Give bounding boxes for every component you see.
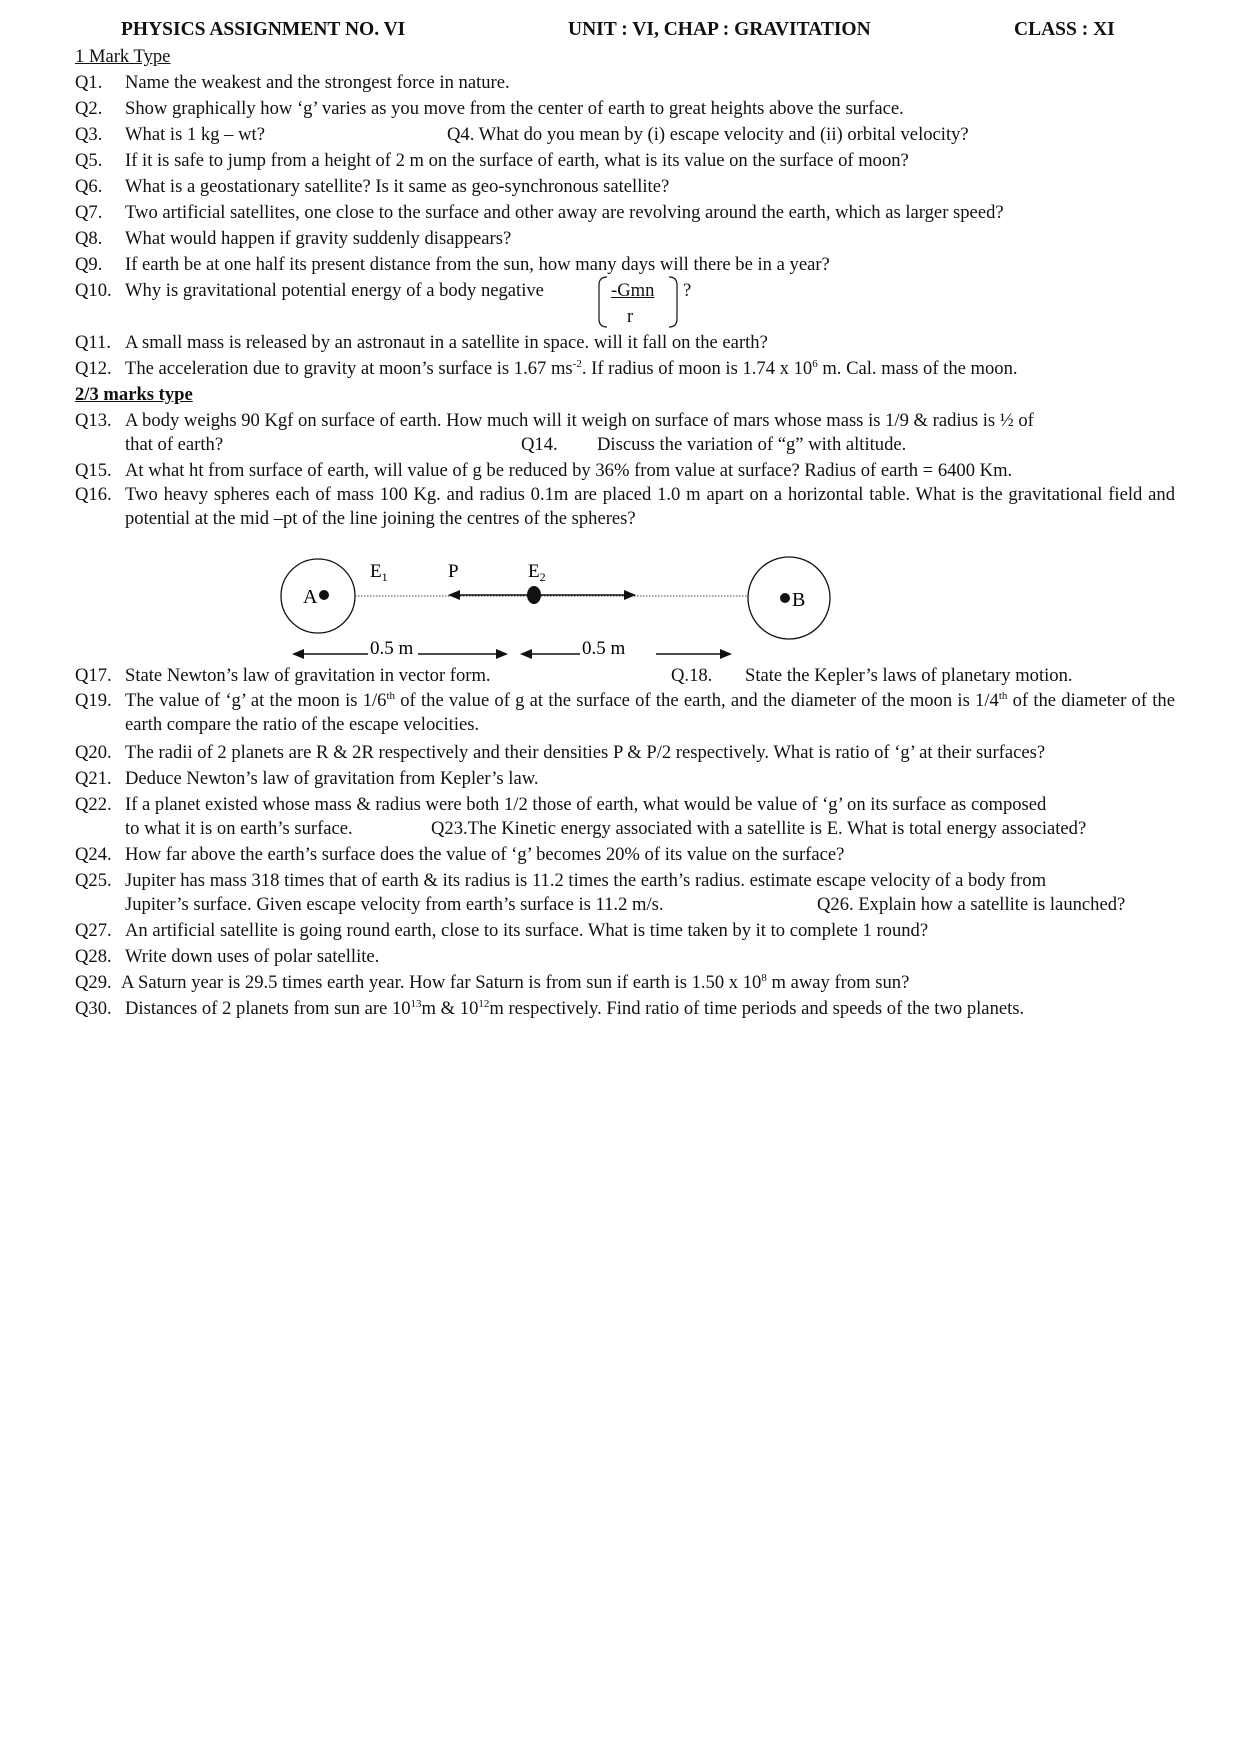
distance-arrow-right-end [720,649,732,659]
question-text: If it is safe to jump from a height of 2 m on the surface of earth, what is its value on the surface of moon? [125,150,909,171]
section-heading-1-mark: 1 Mark Type [75,46,171,67]
question-number: Q15. [75,460,112,481]
question-7 [75,200,1175,226]
label-e1: $E_1$ [370,561,388,584]
question-text: Write down uses of polar satellite. [125,946,380,967]
question-number: Q9. [75,254,103,275]
question-number: Q20. [75,742,112,763]
question-number: Q28. [75,946,112,967]
question-number: Q21. [75,768,112,789]
question-number: Q24. [75,844,112,865]
question-13 [75,408,1175,434]
question-17 [75,663,1175,689]
class-label: CLASS : XI [1014,19,1115,40]
question-25 [75,868,1175,894]
fraction-numerator: -Gmn [611,280,655,301]
question-1 [75,70,1175,96]
question-text: If earth be at one half its present distance from the sun, how many days will there be in a year? [125,254,830,275]
question-text: Deduce Newton’s law of gravitation from Kepler’s law. [125,768,539,789]
question-text: What is a geostationary satellite? Is it same as geo-synchronous satellite? [125,176,670,197]
question-19 [75,689,1175,737]
question-21 [75,766,1175,792]
sphere-b-center [780,593,790,603]
arrow-head-e2 [624,590,636,600]
question-24 [75,842,1175,868]
question-text: The value of ‘g’ at the moon is 1/6th of the value of g at the surface of the earth, and the diameter of the moon is 1/4th of the diameter of the earth compare the ratio of the escape velocities. [125,689,1175,735]
question-text: What would happen if gravity suddenly disappears? [125,228,512,249]
section-heading-2-3-marks: 2/3 marks type [75,384,193,405]
question-number: Q12. [75,358,112,379]
question-text: Name the weakest and the strongest force in nature. [125,72,510,93]
question-number: Q29. [75,972,112,993]
label-e2: $E_2$ [528,561,546,584]
question-text: What is 1 kg – wt? [125,124,265,145]
midpoint-p [527,586,541,604]
parentheses-brackets [597,275,687,331]
question-2 [75,96,1175,122]
question-text: How far above the earth’s surface does the value of ‘g’ becomes 20% of its value on the surface? [125,844,845,865]
label-a: A [303,586,318,608]
arrow-head-e1 [448,590,460,600]
question-text: A small mass is released by an astronaut in a satellite in space. will it fall on the earth? [125,332,768,353]
question-18-number: Q.18. [671,665,713,686]
question-14-number: Q14. [521,434,558,455]
question-3 [75,122,1175,148]
question-10 [75,278,1175,327]
question-text: Distances of 2 planets from sun are $10^{13}m$ & $10^{12}m$ respectively. Find ratio of time periods and speeds of the two planets. [125,997,1025,1019]
question-16 [75,483,1175,531]
question-28 [75,944,1175,970]
question-text: An artificial satellite is going round earth, close to its surface. What is time taken by it to complete 1 round? [125,920,929,941]
distance-arrow-left-end [496,649,508,659]
question-number: Q10. [75,280,112,301]
question-text: A body weighs 90 Kgf on surface of earth. How much will it weigh on surface of mars whose mass is 1/9 & radius is ½ of [125,410,1034,431]
question-15 [75,458,1175,484]
question-number: Q27. [75,920,112,941]
question-text: Two heavy spheres each of mass 100 Kg. and radius 0.1m are placed 1.0 m apart on a horizontal table. What is the gravitational field and potential at the mid –pt of the line joining the centres of the spheres? [125,484,1175,529]
question-5 [75,148,1175,174]
question-text: The acceleration due to gravity at moon’s surface is 1.67 $ms^{-2}$. If radius of moon is 1.74 x $10^6$ m. Cal. mass of the moon. [125,357,1018,379]
question-27 [75,918,1175,944]
question-29 [75,970,1175,996]
question-number: Q11. [75,332,111,353]
question-text: Show graphically how ‘g’ varies as you move from the center of earth to great heights above the surface. [125,98,904,119]
assignment-title: PHYSICS ASSIGNMENT NO. VI [121,19,406,40]
sphere-a-center [319,590,329,600]
question-number: Q25. [75,870,112,891]
question-number: Q22. [75,794,112,815]
question-end-mark: ? [683,280,692,301]
fraction-denominator: r [627,306,634,327]
question-number: Q3. [75,124,103,145]
question-text: Why is gravitational potential energy of a body negative [125,280,544,301]
question-12 [75,356,1175,382]
question-18-text: State the Kepler’s laws of planetary motion. [745,665,1073,686]
question-number: Q2. [75,98,103,119]
question-number: Q19. [75,690,112,711]
question-text: Two artificial satellites, one close to the surface and other away are revolving around the earth, which as larger speed? [125,202,1004,223]
question-25-continued [75,892,1175,918]
distance-arrow-right-start [520,649,532,659]
question-number: Q8. [75,228,103,249]
unit-chapter: UNIT : VI, CHAP : GRAVITATION [568,19,871,40]
question-text: Jupiter’s surface. Given escape velocity from earth’s surface is 11.2 m/s. [125,894,664,915]
question-11 [75,330,1175,356]
question-number: Q1. [75,72,103,93]
question-6 [75,174,1175,200]
question-22-continued [75,816,1175,842]
spheres-diagram [0,550,1241,670]
sphere-a-outline [281,559,355,633]
question-22 [75,792,1175,818]
question-text: The radii of 2 planets are R & 2R respectively and their densities P & P/2 respectively. What is ratio of ‘g’ at their surfaces? [125,742,1046,763]
question-8 [75,226,1175,252]
label-b: B [792,589,806,611]
label-p: P [448,561,459,582]
question-text: that of earth? [125,434,224,455]
question-text: If a planet existed whose mass & radius were both 1/2 those of earth, what would be value of ‘g’ on its surface as composed [125,794,1047,815]
distance-label-right: 0.5 m [582,638,626,659]
distance-arrow-left-start [292,649,304,659]
question-number: Q5. [75,150,103,171]
question-text: At what ht from surface of earth, will value of g be reduced by 36% from value at surface? Radius of earth = 6400 Km. [125,460,1013,481]
question-number: Q17. [75,665,112,686]
question-20 [75,740,1175,766]
question-number: Q30. [75,998,112,1019]
question-number: Q7. [75,202,103,223]
question-text: State Newton’s law of gravitation in vector form. [125,665,491,686]
question-14-text: Discuss the variation of “g” with altitude. [597,434,907,455]
question-30 [75,996,1175,1022]
question-number: Q16. [75,484,112,505]
question-26: Q26. Explain how a satellite is launched? [817,894,1126,915]
question-text: A Saturn year is 29.5 times earth year. How far Saturn is from sun if earth is 1.50 x $10^8$ m away from sun? [121,971,910,993]
question-13-continued [75,432,1175,458]
question-text: Jupiter has mass 318 times that of earth & its radius is 11.2 times the earth’s radius. estimate escape velocity of a body from [125,870,1047,891]
question-number: Q13. [75,410,112,431]
question-text: to what it is on earth’s surface. [125,818,353,839]
distance-label-left: 0.5 m [370,638,414,659]
question-4: Q4. What do you mean by (i) escape velocity and (ii) orbital velocity? [447,124,969,145]
question-number: Q6. [75,176,103,197]
question-23: Q23.The Kinetic energy associated with a satellite is E. What is total energy associated? [431,818,1087,839]
